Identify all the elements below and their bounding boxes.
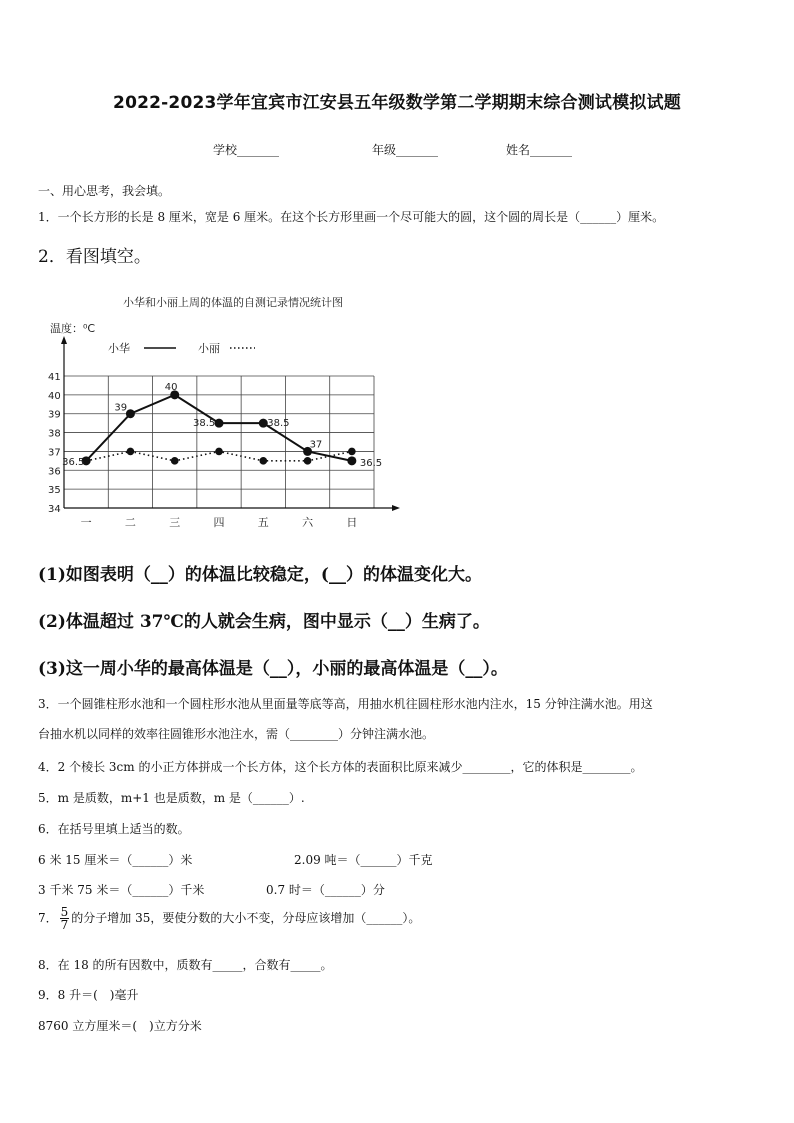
fraction-numerator: 5 [60,905,69,919]
school-field: 学校_______ [213,143,280,157]
question-3-line-1: 3．一个圆锥柱形水池和一个圆柱形水池从里面量等底等高，用抽水机往圆柱形水池内注水，15 分钟注满水池。用这 [38,697,653,711]
xiaohua-point [215,419,224,428]
question-3-line-2: 台抽水机以同样的效率往圆锥形水池注水，需（________）分钟注满水池。 [38,727,435,741]
y-tick-label: 36 [48,466,61,478]
xiaoli-point [304,457,312,465]
xiaoli-point [127,448,135,456]
y-axis-label: 温度：⁰C [50,322,96,335]
name-field: 姓名_______ [506,143,573,157]
question-8: 8．在 18 的所有因数中，质数有_____，合数有_____。 [38,958,333,972]
x-tick-label: 四 [213,516,225,529]
fraction-denominator: 7 [60,918,69,932]
legend-xiaohua-label: 小华 [108,342,130,355]
data-label: 37 [309,439,323,451]
fraction [60,906,70,931]
x-tick-label: 一 [80,516,92,529]
question-7-number: 7． [38,911,58,925]
data-label: 39 [114,402,128,414]
question-4: 4．2 个棱长 3cm 的小正方体拼成一个长方体，这个长方体的表面积比原来减少________，它的体积是________。 [38,760,643,774]
xiaoli-point [259,457,267,465]
question-1: 1．一个长方形的长是 8 厘米，宽是 6 厘米。在这个长方形里画一个尽可能大的圆，这个圆的周长是（______）厘米。 [38,210,665,224]
question-6: 6．在括号里填上适当的数。 [38,822,190,836]
chart-title: 小华和小丽上周的体温的自测记录情况统计图 [123,296,343,309]
chart-lines [82,390,357,465]
x-tick-label: 六 [302,516,314,529]
section-heading: 一、用心思考，我会填。 [38,184,171,198]
xiaoli-point [171,457,179,465]
question-2: 2．看图填空。 [38,247,151,267]
xiaoli-point [348,448,356,456]
y-tick-label: 35 [48,485,61,497]
question-6-d: 0.7 时＝（______）分 [266,883,385,897]
question-5: 5．m 是质数，m+1 也是质数，m 是（______）. [38,791,305,805]
temperature-chart [40,290,400,530]
xiaoli-point [215,448,223,456]
question-2-2: (2)体温超过 37℃的人就会生病，图中显示（__）生病了。 [38,612,490,632]
question-9-1: 9．8 升＝( )毫升 [38,988,139,1002]
data-label: 38.5 [267,418,290,430]
data-label: 38.5 [193,418,216,430]
x-tick-label: 二 [124,516,136,529]
y-tick-label: 37 [48,447,61,459]
y-axis-arrow-icon [61,336,67,344]
x-axis-arrow-icon [392,505,400,511]
y-tick-label: 39 [48,409,61,421]
question-7-text: 的分子增加 35，要使分数的大小不变，分母应该增加（______）。 [71,911,421,925]
data-label: 40 [164,381,178,393]
y-tick-label: 41 [48,372,61,383]
question-2-3: (3)这一周小华的最高体温是（__），小丽的最高体温是（__）。 [38,659,508,679]
x-tick-label: 三 [169,516,181,529]
question-2-1: (1)如图表明（__）的体温比较稳定，(__）的体温变化大。 [38,565,482,585]
grade-field: 年级_______ [372,143,439,157]
chart-grid [64,376,374,508]
question-6-b: 2.09 吨＝（______）千克 [294,853,433,867]
question-6-c: 3 千米 75 米＝（______）千米 [38,883,205,897]
x-tick-label: 日 [346,516,358,529]
xiaohua-point [347,456,356,465]
question-6-a: 6 米 15 厘米＝（______）米 [38,853,193,867]
question-9-2: 8760 立方厘米＝( )立方分米 [38,1019,202,1033]
data-label: 36.5 [62,456,85,468]
y-tick-label: 40 [48,390,61,402]
question-7 [38,906,420,931]
legend-xiaoli-label: 小丽 [198,342,220,355]
y-tick-label: 34 [48,504,61,515]
x-tick-label: 五 [257,516,269,529]
xiaohua-point [126,409,135,418]
page-title: 2022-2023学年宜宾市江安县五年级数学第二学期期末综合测试模拟试题 [113,93,681,113]
data-label: 36.5 [359,457,383,469]
y-tick-label: 38 [48,428,61,440]
